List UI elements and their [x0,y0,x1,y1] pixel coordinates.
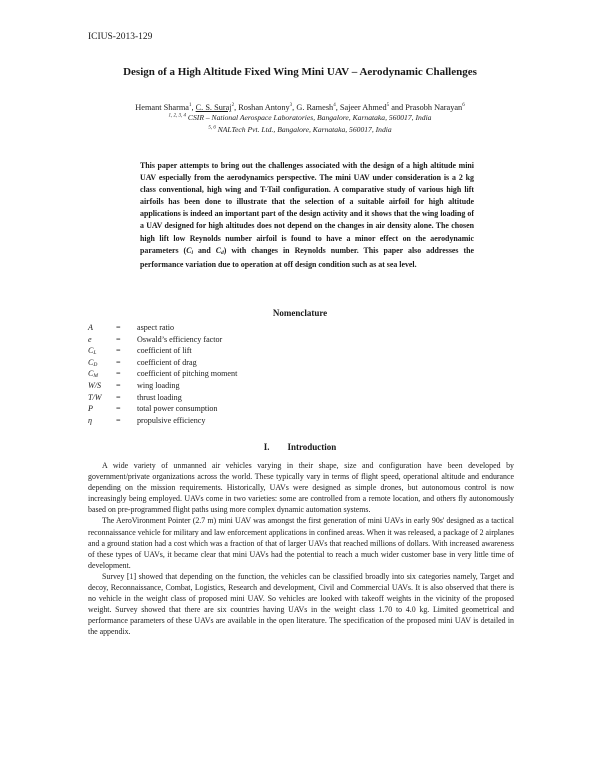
author-list: Hemant Sharma$^1$, C. S. Suraj$^2$, Roshan Antony$^3$, G. Ramesh$^4$, Sajeer Ahmed$^5$ and Prasobh Narayan$^6$ [135,102,465,112]
paragraph: Survey [1] showed that depending on the function, the vehicles can be classified broadly into six categories namely, Target and decoy, Reconnaissance, Combat, Logistics, Research and development, Civil and Commercial UAVs. It is also observed that there is no vehicle in the weight class of proposed mini UAV. So vehicles are looked with takeoff weights in the vicinity of the proposed weight. Survey showed that there are six countries having UAVs in the weight class 1.70 to 4.0 kg. Limited geometrical and performance parameters of these UAVs are available in the open literature. The specification of the proposed mini UAV is detailed in the appendix. [88,571,514,637]
nomenclature-heading: Nomenclature [272,308,328,318]
section-heading-introduction: I. Introduction [263,442,337,452]
affiliation-2: $^{5, 6}$ NALTech Pvt. Ltd., Bangalore, Karnataka, 560017, India [208,125,392,134]
paper-title: Design of a High Altitude Fixed Wing Mini UAV – Aerodynamic Challenges [123,66,477,78]
document-id: ICIUS-2013-129 [88,32,153,42]
paragraph: A wide variety of unmanned air vehicles varying in their shape, size and configuration have been developed by government/private organizations across the world. These typically vary in terms of flight speed, operational altitude and endurance depending on the mission requirements. Historically, UAVs were designed as simple drones, but autonomous control is now increasingly being employed. UAVs come in two varieties: some are controlled from a remote location, and others fly autonomously based on pre-programmed flight paths using more complex dynamic automation systems. [88,461,514,515]
author-4: G. Ramesh$^4$ [296,102,336,112]
author-1: Hemant Sharma$^1$ [135,102,192,112]
paragraph: The AeroVironment Pointer (2.7 m) mini UAV was amongst the first generation of mini UAVs in early 90s' designed as a tactical reconnaissance vehicle for military and law enforcement applications in confined areas. When it was released, a package of 2 airplanes and a ground station had a cost which was a fraction of that of larger UAVs that reached millions of dollars. With increased awareness of these types of UAVs, it became clear that mini UAVs had the potential to reach a much wider customer base in very little time of development. [88,516,514,570]
abstract: This paper attempts to bring out the challenges associated with the design of a high altitude mini UAV especially from the aerodynamics perspective. The mini UAV under consideration is a 2 kg class conventional, high wing and T-Tail configuration. A comparative study of various high lift airfoils has been done to illustrate that the selection of a suitable airfoil for high altitude applications is indeed an important part of the design activity and it shows that the wing loading of a UAV designed for high altitudes does not depend on the changes in air density alone. The chosen high lift low Reynolds number airfoil is found to have a minor effect on the aerodynamic parameters (Cl and Cd) with changes in Reynolds number. This paper also addresses the performance variation due to operation at off design condition such as at sea level. [140,161,474,269]
author-3: Roshan Antony$^3$ [238,102,293,112]
author-6: Prasobh Narayan$^6$ [405,102,465,112]
introduction-body [88,460,514,638]
author-5: Sajeer Ahmed$^5$ [339,102,390,112]
author-2[interactable]: C. S. Suraj$^2$ [195,102,235,112]
affiliation-1: $^{1, 2, 3, 4}$ CSIR – National Aerospace Laboratories, Bangalore, Karnataka, 560017, India [168,113,432,122]
